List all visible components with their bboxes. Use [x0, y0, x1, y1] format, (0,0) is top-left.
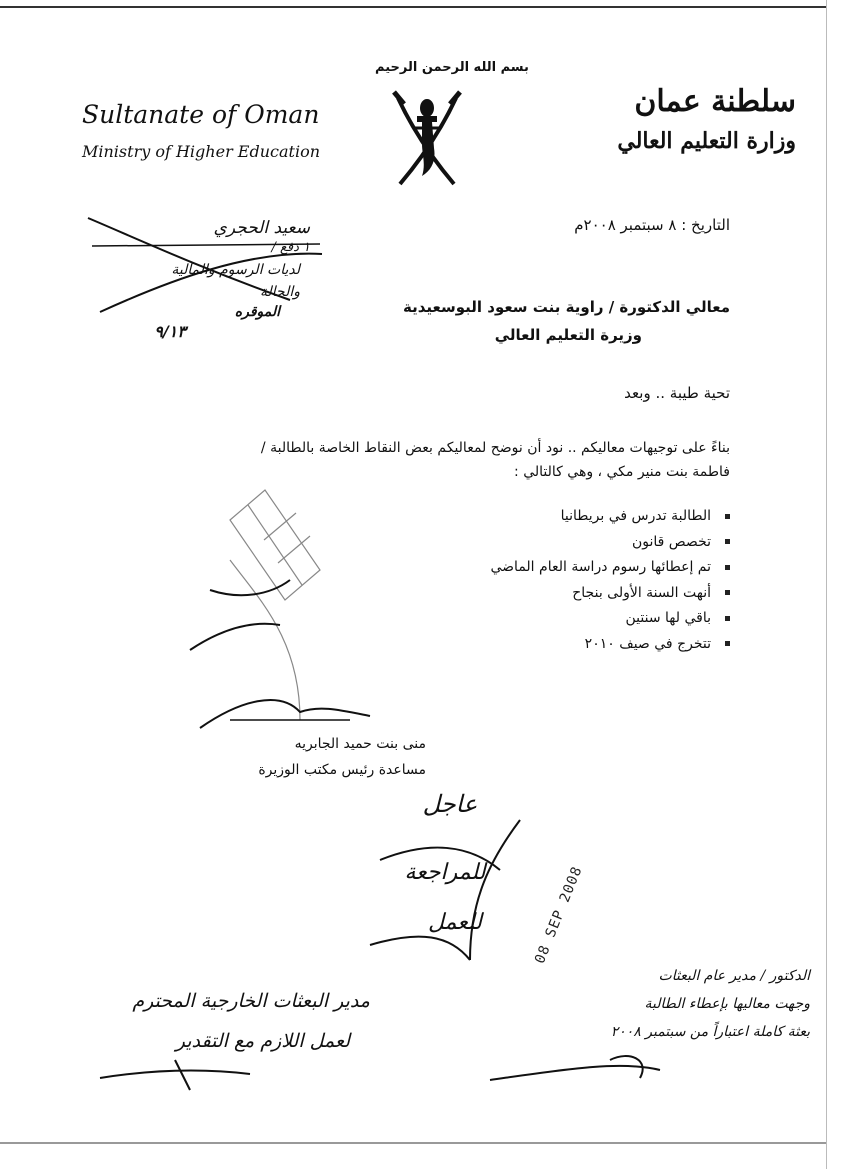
handwritten-note-line: والحالة: [260, 284, 300, 300]
country-name-ar: سلطنة عمان: [634, 84, 796, 119]
handwritten-note-line: لعمل اللازم مع التقدير: [175, 1030, 350, 1052]
addressee-line2: وزيرة التعليم العالي: [494, 326, 642, 344]
handwritten-note-line: لديات الرسوم والمالية: [171, 262, 300, 278]
letter-date: التاريخ : ٨ سبتمبر ٢٠٠٨م: [574, 216, 730, 234]
page-edge: [826, 0, 850, 1169]
handwritten-note-line: للعمل: [428, 910, 482, 935]
handwritten-note-line: للمراجعة: [404, 860, 486, 885]
handwritten-note-line: الدكتور / مدير عام البعثات: [658, 968, 810, 984]
body-line2: فاطمة بنت منير مكي ، وهي كالتالي :: [514, 464, 730, 480]
ministry-name-en: Ministry of Higher Education: [82, 142, 321, 161]
list-item: أنهت السنة الأولى بنجاح: [370, 581, 730, 607]
handwritten-note-line: عاجل: [422, 790, 478, 818]
routing-stamp: [230, 490, 320, 720]
list-item: الطالبة تدرس في بريطانيا: [370, 504, 730, 530]
ministry-name-ar: وزارة التعليم العالي: [617, 128, 796, 154]
signer-title: مساعدة رئيس مكتب الوزيرة: [258, 762, 426, 778]
body-line1: بناءً على توجيهات معاليكم .. نود أن نوضح لمعاليكم بعض النقاط الخاصة بالطالبة /: [260, 440, 730, 456]
list-item: تم إعطائها رسوم دراسة العام الماضي: [370, 555, 730, 581]
handwritten-date: ٩/١٣: [154, 322, 186, 341]
handwritten-note-line: وجهت معاليها بإعطاء الطالبة: [644, 996, 810, 1012]
list-item: تخصص قانون: [370, 530, 730, 556]
basmala: بسم الله الرحمن الرحيم: [375, 60, 529, 75]
greeting: تحية طيبة .. وبعد: [624, 384, 730, 402]
list-item: باقي لها سنتين: [370, 606, 730, 632]
handwritten-note-line: بعثة كاملة اعتباراً من سبتمبر ٢٠٠٨: [610, 1024, 810, 1040]
handwritten-note-line: الموقره: [234, 304, 280, 320]
addressee-line1: معالي الدكتورة / راوية بنت سعود البوسعيدية: [402, 298, 730, 316]
received-date-stamp: 08 SEP 2008: [532, 863, 586, 966]
country-name-en: Sultanate of Oman: [82, 100, 320, 129]
signer-name: منى بنت حميد الجابريه: [294, 736, 426, 752]
handwritten-note-line: مدير البعثات الخارجية المحترم: [132, 990, 370, 1012]
handwritten-note-line: سعيد الحجري: [213, 218, 310, 238]
list-item: تتخرج في صيف ٢٠١٠: [370, 632, 730, 658]
handwritten-note-line: ١ دفع /: [271, 240, 310, 255]
